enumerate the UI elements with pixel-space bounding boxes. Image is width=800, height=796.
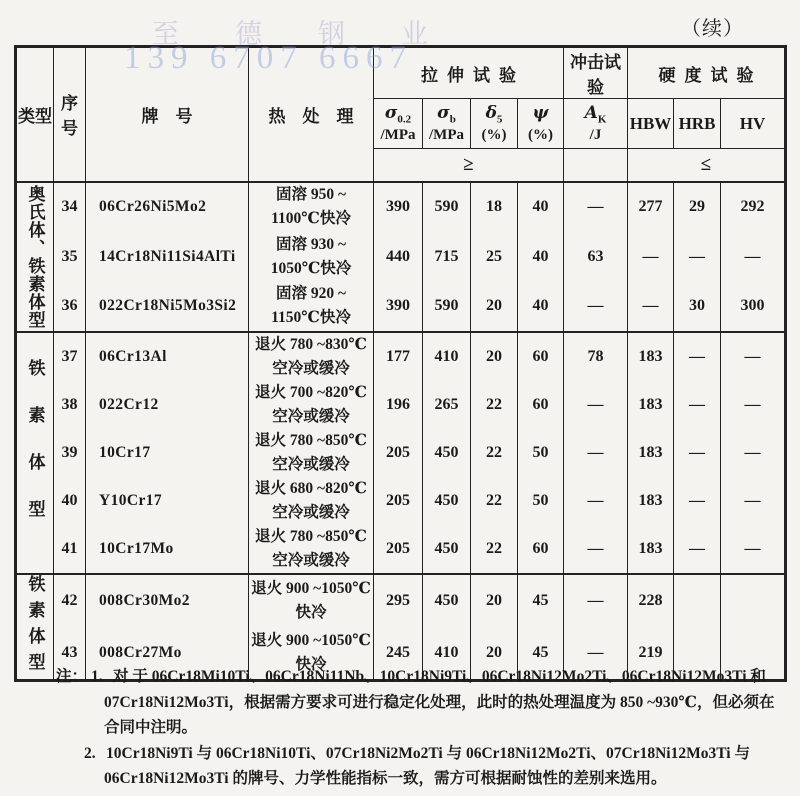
- header-type: 类型: [16, 47, 54, 182]
- grade-cell: 008Cr30Mo2: [86, 574, 249, 627]
- header-ak: [564, 99, 628, 149]
- heat-treatment-line: 退火 780 ~830℃: [255, 335, 367, 353]
- footnotes: [56, 664, 775, 792]
- value-cell: —: [721, 429, 786, 477]
- heat-treatment-line: 快冷: [295, 655, 327, 673]
- value-cell: —: [721, 232, 786, 282]
- delta5-symbol: δ: [485, 103, 497, 124]
- table-row: [16, 574, 786, 627]
- table-row: [16, 381, 786, 429]
- value-cell: 590: [423, 282, 471, 332]
- heat-treatment-line: 快冷: [295, 603, 327, 621]
- value-cell: —: [721, 381, 786, 429]
- serial-cell: 35: [54, 232, 86, 282]
- footnote-number: 2.: [84, 744, 96, 762]
- value-cell: 245: [374, 627, 423, 680]
- value-cell: —: [564, 574, 628, 627]
- grade-cell: 06Cr13Al: [86, 332, 249, 381]
- header-serial: 序号: [54, 47, 86, 182]
- footnote-line: [56, 664, 772, 690]
- value-cell: 29: [674, 182, 721, 232]
- value-cell: —: [721, 477, 786, 525]
- heat-treatment-cell: [249, 477, 374, 525]
- header-tensile-test-group: 拉伸试验: [374, 47, 564, 99]
- heat-treatment-cell: [249, 282, 374, 332]
- value-cell: 410: [423, 332, 471, 381]
- table-row: [16, 182, 786, 232]
- ak-unit: /J: [589, 126, 602, 143]
- type-vertical-text: 铁素体型: [25, 574, 45, 679]
- heat-treatment-line: 空冷或缓冷: [272, 359, 350, 377]
- value-cell: 219: [628, 627, 674, 680]
- heat-treatment-line: 空冷或缓冷: [272, 455, 350, 473]
- value-cell: 40: [518, 182, 564, 232]
- serial-cell: 42: [54, 574, 86, 627]
- header-impact-test-group: 冲击试验: [564, 47, 628, 99]
- value-cell: —: [564, 627, 628, 680]
- sigmab-symbol: σ: [437, 103, 450, 124]
- sigmab-unit: /MPa: [429, 126, 464, 143]
- value-cell: 277: [628, 182, 674, 232]
- value-cell: 410: [423, 627, 471, 680]
- heat-treatment-cell: [249, 332, 374, 381]
- value-cell: 45: [518, 574, 564, 627]
- value-cell: —: [674, 332, 721, 381]
- table-row: [16, 525, 786, 574]
- value-cell: 30: [674, 282, 721, 332]
- header-sigma02: [374, 99, 423, 149]
- value-cell: 196: [374, 381, 423, 429]
- value-cell: —: [721, 332, 786, 381]
- heat-treatment-line: 空冷或缓冷: [272, 503, 350, 521]
- footnote-label: 注：: [56, 668, 88, 685]
- serial-cell: 43: [54, 627, 86, 680]
- serial-cell: 40: [54, 477, 86, 525]
- heat-treatment-line: 1150℃快冷: [271, 309, 351, 326]
- footnote-number: 1.: [91, 668, 103, 685]
- value-cell: 20: [471, 574, 518, 627]
- value-cell: 390: [374, 282, 423, 332]
- max-requirement-symbol: ≤: [628, 149, 786, 182]
- value-cell: 40: [518, 232, 564, 282]
- grade-cell: 10Cr17: [86, 429, 249, 477]
- value-cell: 20: [471, 282, 518, 332]
- heat-treatment-line: 退火 700 ~820℃: [255, 383, 367, 401]
- value-cell: 78: [564, 332, 628, 381]
- table-body: [16, 182, 786, 681]
- grade-cell: Y10Cr17: [86, 477, 249, 525]
- value-cell: 50: [518, 477, 564, 525]
- watermark-phone: 139 6707 6667: [124, 40, 413, 76]
- type-vertical-text: 铁素体型: [25, 358, 45, 547]
- value-cell: 205: [374, 477, 423, 525]
- value-cell: —: [564, 477, 628, 525]
- value-cell: 183: [628, 477, 674, 525]
- value-cell: 295: [374, 574, 423, 627]
- serial-cell: 34: [54, 182, 86, 232]
- grade-cell: 14Cr18Ni11Si4AlTi: [86, 232, 249, 282]
- value-cell: 20: [471, 332, 518, 381]
- sigma02-unit: /MPa: [380, 126, 416, 143]
- value-cell: 590: [423, 182, 471, 232]
- value-cell: 450: [423, 477, 471, 525]
- value-cell: 177: [374, 332, 423, 381]
- value-cell: 22: [471, 477, 518, 525]
- value-cell: 63: [564, 232, 628, 282]
- value-cell: 450: [423, 429, 471, 477]
- footnote-text: 10Cr18Ni9Ti 与 06Cr18Ni10Ti、07Cr18Ni2Mo2Ti 与 06Cr18Ni12Mo2Ti、07Cr18Ni12Mo3Ti 与: [106, 744, 750, 762]
- value-cell: —: [721, 525, 786, 574]
- value-cell: 292: [721, 182, 786, 232]
- heat-treatment-cell: [249, 182, 374, 232]
- heat-treatment-line: 1050℃快冷: [270, 259, 352, 277]
- value-cell: —: [564, 381, 628, 429]
- min-requirement-symbol: ≥: [374, 149, 564, 182]
- value-cell: 265: [423, 381, 471, 429]
- psi-symbol: ψ: [532, 103, 549, 124]
- value-cell: 450: [423, 525, 471, 574]
- row-group-type-label: [16, 574, 54, 681]
- value-cell: 450: [423, 574, 471, 627]
- value-cell: —: [674, 525, 721, 574]
- table-row: [16, 282, 786, 332]
- value-cell: 715: [423, 232, 471, 282]
- delta5-unit: (%): [481, 126, 507, 143]
- heat-treatment-line: 固溶 920 ~: [275, 285, 347, 302]
- grade-cell: 10Cr17Mo: [86, 525, 249, 574]
- footnote-text: 合同中注明。: [104, 719, 198, 736]
- value-cell: —: [674, 477, 721, 525]
- heat-treatment-cell: [249, 381, 374, 429]
- ak-subscript: K: [597, 113, 607, 126]
- value-cell: 228: [628, 574, 674, 627]
- heat-treatment-line: 退火 900 ~1050℃: [251, 631, 371, 649]
- value-cell: —: [674, 232, 721, 282]
- heat-treatment-line: 退火 900 ~1050℃: [251, 579, 371, 597]
- serial-cell: 38: [54, 381, 86, 429]
- value-cell: 440: [374, 232, 423, 282]
- header-heat-treatment: 热 处 理: [249, 47, 374, 182]
- value-cell: —: [674, 429, 721, 477]
- footnote-text: 对 于 06Cr18Mi10Ti、06Cr18Ni11Nb、10Cr18Ni9Ti、06Cr18Ni12Mo2Ti、06Cr18Ni12Mo3Ti 和: [113, 668, 766, 685]
- footnote-line: [56, 715, 772, 741]
- grade-cell: 008Cr27Mo: [86, 627, 249, 680]
- continued-label: （续）: [681, 18, 744, 40]
- ak-symbol: A: [584, 103, 598, 124]
- heat-treatment-cell: [249, 525, 374, 574]
- value-cell: 40: [518, 282, 564, 332]
- heat-treatment-cell: [249, 574, 374, 627]
- value-cell: —: [564, 282, 628, 332]
- table-row: [16, 429, 786, 477]
- value-cell: 183: [628, 429, 674, 477]
- footnote-line: [56, 741, 772, 767]
- heat-treatment-line: 退火 780 ~850℃: [255, 527, 367, 545]
- header-hbw: HBW: [628, 99, 674, 149]
- value-cell: [674, 574, 721, 627]
- value-cell: 183: [628, 332, 674, 381]
- header-delta5: [471, 99, 518, 149]
- value-cell: —: [564, 525, 628, 574]
- heat-treatment-line: 空冷或缓冷: [272, 551, 350, 569]
- heat-treatment-line: 退火 680 ~820℃: [255, 479, 367, 497]
- value-cell: —: [564, 429, 628, 477]
- footnote-line: [56, 690, 775, 716]
- value-cell: 60: [518, 525, 564, 574]
- sigmab-subscript: b: [449, 113, 456, 126]
- watermark-company: 至德钢业: [152, 19, 484, 49]
- grade-cell: 022Cr12: [86, 381, 249, 429]
- serial-cell: 37: [54, 332, 86, 381]
- value-cell: 183: [628, 381, 674, 429]
- value-cell: 25: [471, 232, 518, 282]
- psi-unit: (%): [528, 126, 553, 143]
- value-cell: 22: [471, 381, 518, 429]
- heat-treatment-line: 退火 780 ~850℃: [255, 431, 367, 449]
- row-group-type-label: [16, 332, 54, 574]
- value-cell: 45: [518, 627, 564, 680]
- value-cell: —: [564, 182, 628, 232]
- header-hardness-test-group: 硬度试验: [628, 47, 786, 99]
- value-cell: 18: [471, 182, 518, 232]
- sigma02-subscript: 0.2: [397, 113, 412, 126]
- header-sigmab: [423, 99, 471, 149]
- value-cell: 60: [518, 332, 564, 381]
- header-grade: 牌 号: [86, 47, 249, 182]
- value-cell: 22: [471, 525, 518, 574]
- heat-treatment-line: 固溶 930 ~: [275, 235, 347, 253]
- sigma02-symbol: σ: [384, 103, 398, 124]
- table-row: [16, 232, 786, 282]
- type-vertical-text: 奥氏体、铁素体型: [25, 184, 45, 329]
- heat-treatment-cell: [249, 232, 374, 282]
- footnote-text: 07Cr18Ni12Mo3Ti，根据需方要求可进行稳定化处理，此时的热处理温度为 850 ~930℃，但必须在: [104, 693, 775, 711]
- value-cell: —: [674, 381, 721, 429]
- value-cell: 205: [374, 429, 423, 477]
- heat-treatment-line: 固溶 950 ~: [275, 186, 347, 203]
- value-cell: 390: [374, 182, 423, 232]
- footnote-text: 06Cr18Ni12Mo3Ti 的牌号、力学性能指标一致，需方可根据耐蚀性的差别来选用。: [104, 770, 667, 787]
- value-cell: 60: [518, 381, 564, 429]
- steel-properties-table: [14, 45, 787, 682]
- footnote-line: [56, 766, 772, 792]
- value-cell: 50: [518, 429, 564, 477]
- serial-cell: 36: [54, 282, 86, 332]
- value-cell: 183: [628, 525, 674, 574]
- heat-treatment-line: 1100℃快冷: [271, 210, 351, 227]
- value-cell: 205: [374, 525, 423, 574]
- serial-cell: 39: [54, 429, 86, 477]
- value-cell: 22: [471, 429, 518, 477]
- serial-cell: 41: [54, 525, 86, 574]
- value-cell: [721, 574, 786, 627]
- header-hv: HV: [721, 99, 786, 149]
- heat-treatment-line: 空冷或缓冷: [272, 407, 350, 425]
- value-cell: 20: [471, 627, 518, 680]
- delta5-subscript: 5: [496, 113, 503, 126]
- table-row: [16, 332, 786, 381]
- value-cell: 300: [721, 282, 786, 332]
- row-group-type-label: [16, 182, 54, 332]
- heat-treatment-cell: [249, 429, 374, 477]
- grade-cell: 06Cr26Ni5Mo2: [86, 182, 249, 232]
- value-cell: —: [628, 282, 674, 332]
- grade-cell: 022Cr18Ni5Mo3Si2: [86, 282, 249, 332]
- header-psi: [518, 99, 564, 149]
- header-hrb: HRB: [674, 99, 721, 149]
- impact-empty-cell: [564, 149, 628, 182]
- table-row: [16, 477, 786, 525]
- value-cell: —: [628, 232, 674, 282]
